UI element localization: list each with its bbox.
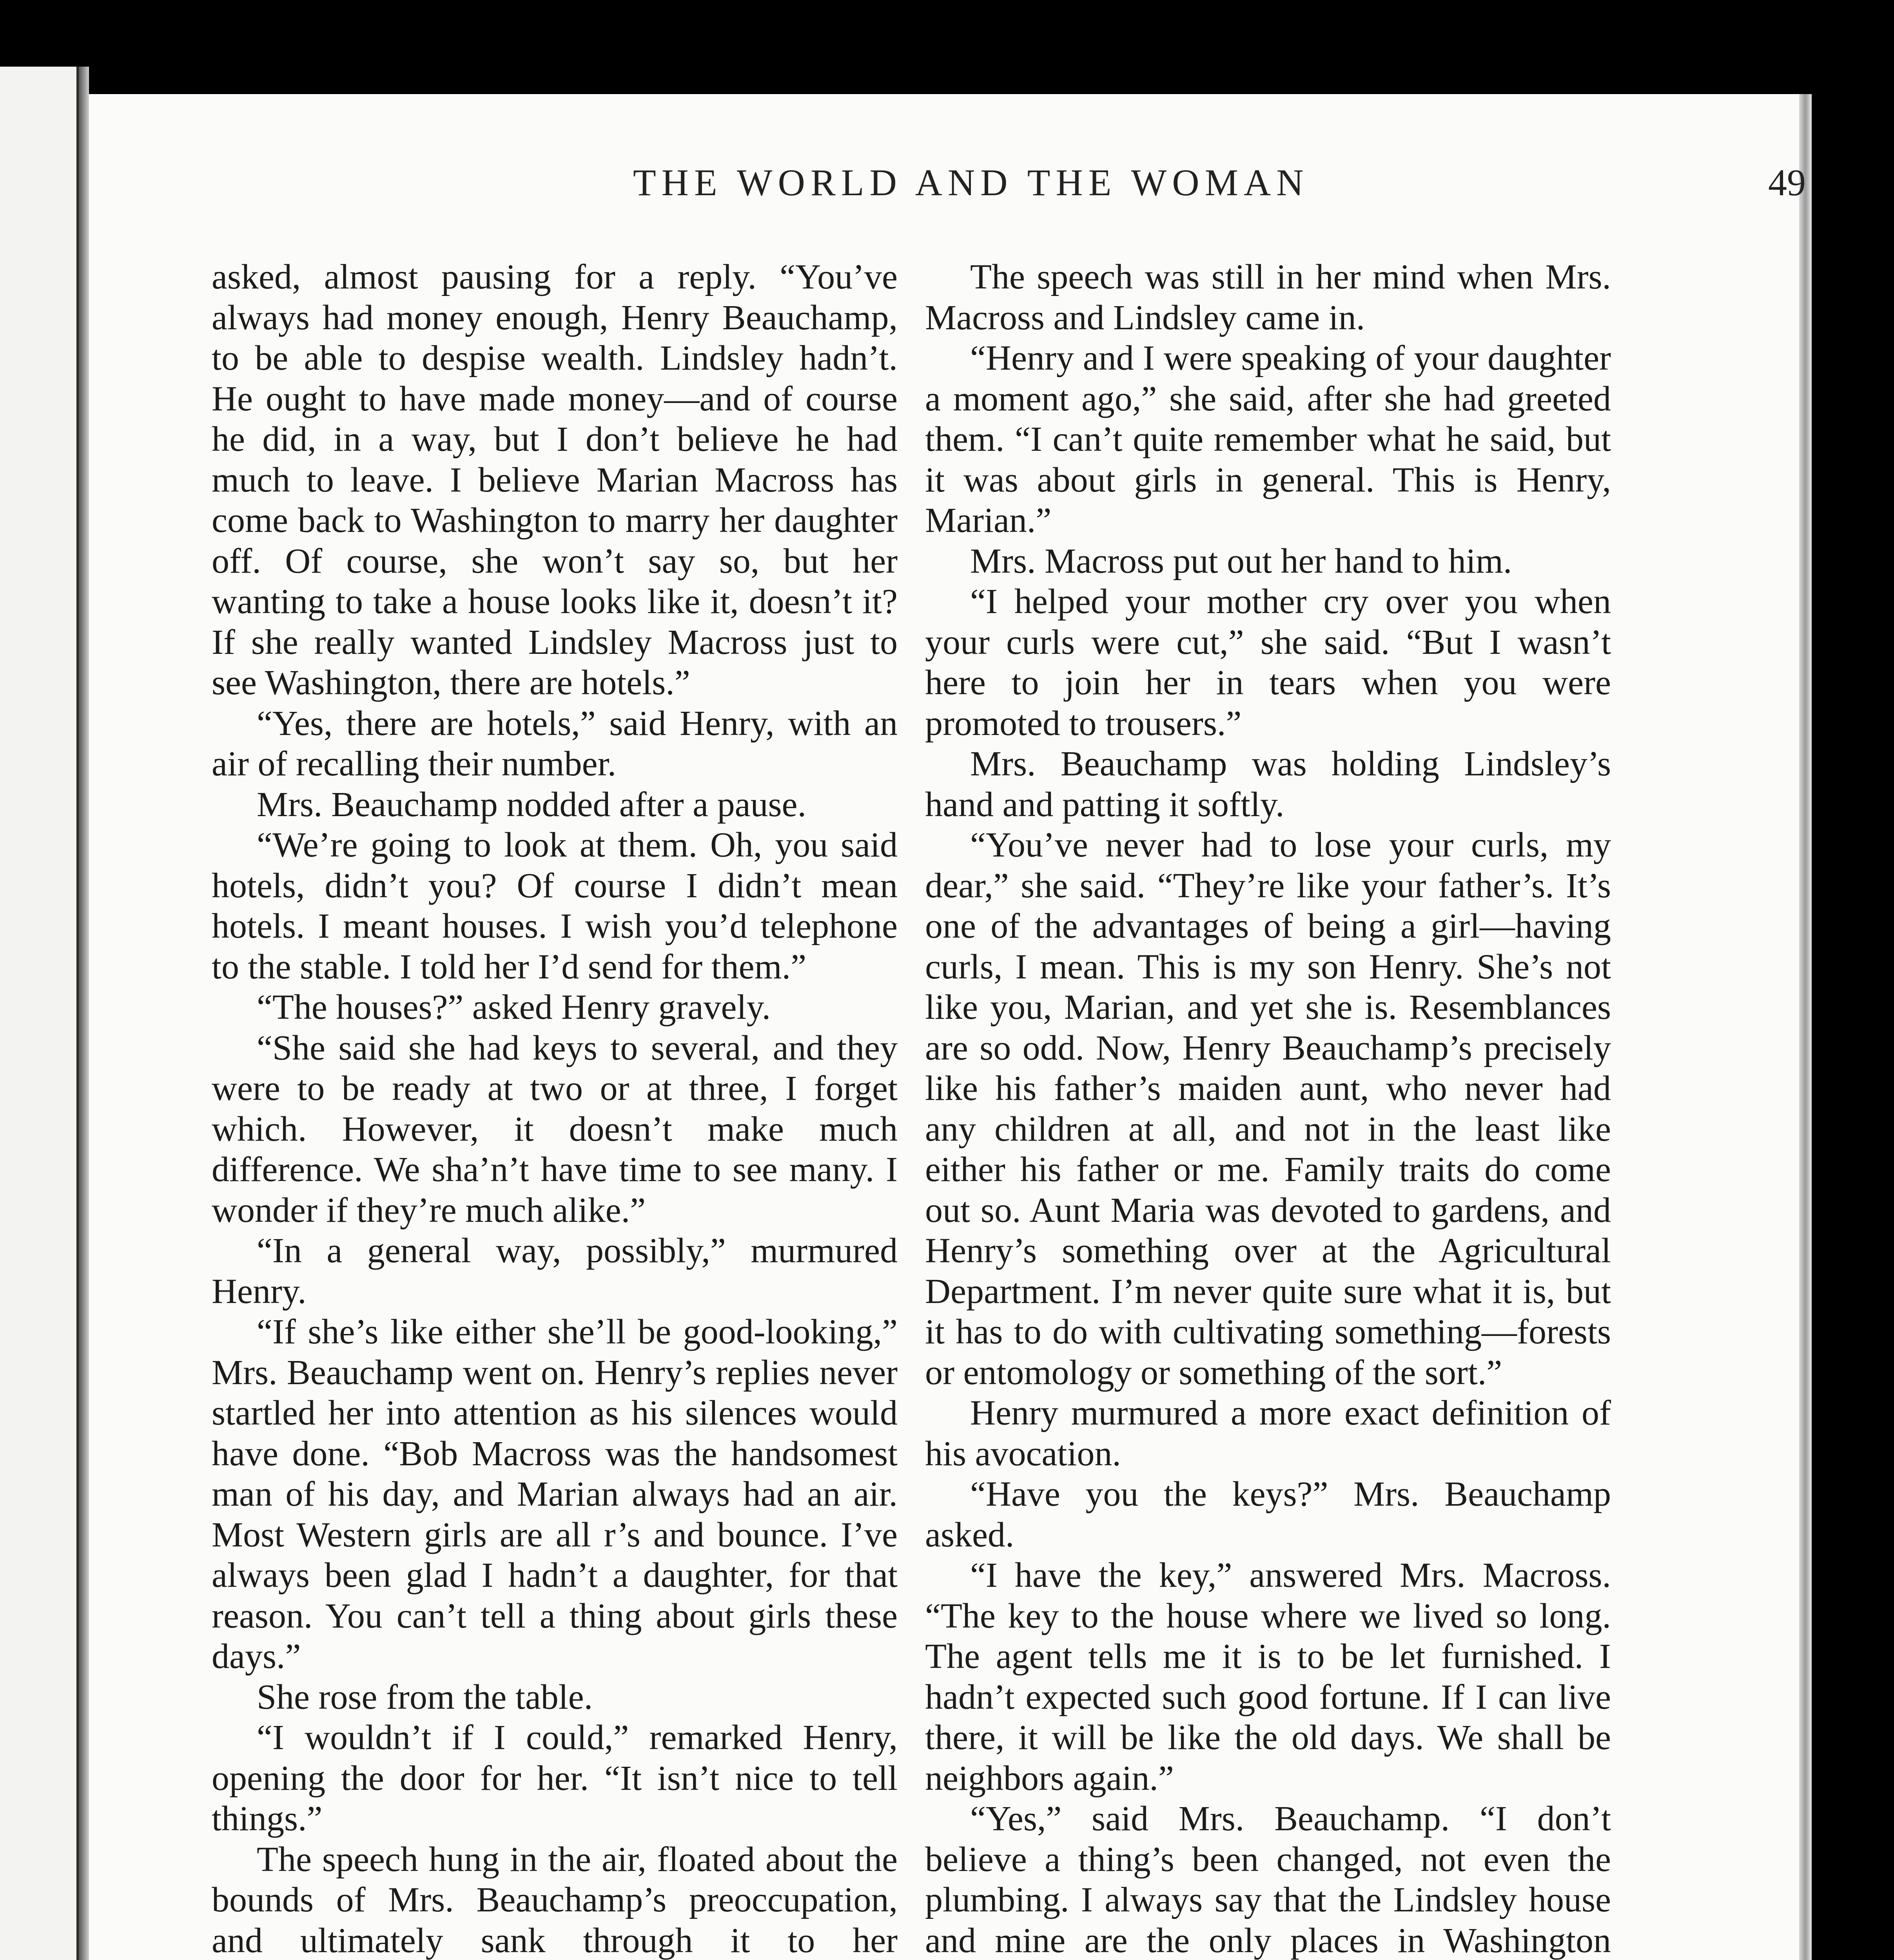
paragraph: “Yes, there are hotels,” said Henry, with an air of recalling their number. [212, 704, 898, 783]
paragraph: asked, almost pausing for a reply. “You’ve always had money enough, Henry Beauchamp, to be able to despise wealth. Lindsley hadn’t. He ought to have made money—and of course he did, in a way, but I don’t believe he had much to leave. I believe Marian Macross has come back to Washington to marry her daughter off. Of course, she won’t say so, but her wanting to take a house looks like it, doesn’t it? If she really wanted Lindsley Macross just to see Washington, there are hotels.” [212, 258, 898, 702]
paragraph: She rose from the table. [257, 1677, 593, 1717]
paragraph: “I have the key,” answered Mrs. Macross. “The key to the house where we lived so long. The agent tells me it is to be let furnished. I hadn’t expected such good fortune. If I can live there, it will be like the old days. We shall be neighbors again.” [925, 1556, 1611, 1798]
paragraph: Henry murmured a more exact definition of his avocation. [925, 1394, 1611, 1473]
paragraph: “You’ve never had to lose your curls, my dear,” she said. “They’re like your father’s. It’s one of the advantages of being a girl—having curls, I mean. This is my son Henry. She’s not like you, Marian, and yet she is. Resemblances are so odd. Now, Henry Beauchamp’s precisely like his father’s maiden aunt, who never had any children at all, and not in the least like either his father or me. Family traits do come out so. Aunt Maria was devoted to gardens, and Henry’s something over at the Agricultural Department. I’m never quite sure what it is, but it has to do with cultivating something—forests or entomology or something of the sort.” [925, 826, 1611, 1392]
paragraph: “She said she had keys to several, and they were to be ready at two or at three, I forget which. However, it doesn’t make much difference. We sha’n’t have time to see many. I wonder if they’re much alike.” [212, 1028, 898, 1230]
paragraph: “Yes,” said Mrs. Beauchamp. “I don’t believe a thing’s been changed, not even the plumbing. I always say that the Lindsley house and mine are the only places in Washington [925, 1799, 1611, 1960]
facing-page-edge [0, 67, 79, 1960]
paragraph: Mrs. Beauchamp was holding Lindsley’s hand and patting it softly. [925, 744, 1611, 824]
paragraph: The speech hung in the air, floated about the bounds of Mrs. Beauchamp’s preoccupation, and ultimately sank through it to her [212, 1840, 898, 1960]
paragraph: “In a general way, possibly,” murmured Henry. [212, 1231, 898, 1311]
paragraph: “We’re going to look at them. Oh, you said hotels, didn’t you? Of course I didn’t mean hotels. I meant houses. I wish you’d telephone to the stable. I told her I’d send for them.” [212, 826, 898, 986]
running-title: THE WORLD AND THE WOMAN [633, 162, 1309, 203]
paragraph: “I wouldn’t if I could,” remarked Henry, opening the door for her. “It isn’t nice to tell things.” [212, 1718, 898, 1838]
paragraph: “If she’s like either she’ll be good-looking,” Mrs. Beauchamp went on. Henry’s replies never startled her into attention as his silences would have done. “Bob Macross was the handsomest man of his day, and Marian always had an air. Most Western girls are all r’s and bounce. I’ve always been glad I hadn’t a daughter, for that reason. You can’t tell a thing about girls these days.” [212, 1312, 898, 1676]
paragraph: “I helped your mother cry over you when your curls were cut,” she said. “But I wasn’t here to join her in tears when you were promoted to trousers.” [925, 582, 1611, 743]
page-number: 49 [1768, 162, 1806, 203]
paragraph: Mrs. Beauchamp nodded after a pause. [257, 785, 806, 824]
paragraph: “The houses?” asked Henry gravely. [257, 988, 771, 1027]
paragraph: “Have you the keys?” Mrs. Beauchamp asked. [925, 1475, 1611, 1554]
page-stack-edge [1799, 94, 1812, 1960]
left-text-column [212, 257, 898, 1960]
paragraph: Mrs. Macross put out her hand to him. [970, 541, 1512, 581]
book-spine-shadow [79, 67, 89, 1960]
paragraph: “Henry and I were speaking of your daughter a moment ago,” she said, after she had greeted them. “I can’t quite remember what he said, but it was about girls in general. This is Henry, Marian.” [925, 339, 1611, 540]
paragraph: The speech was still in her mind when Mrs. Macross and Lindsley came in. [925, 258, 1611, 337]
right-text-column [925, 257, 1611, 1960]
